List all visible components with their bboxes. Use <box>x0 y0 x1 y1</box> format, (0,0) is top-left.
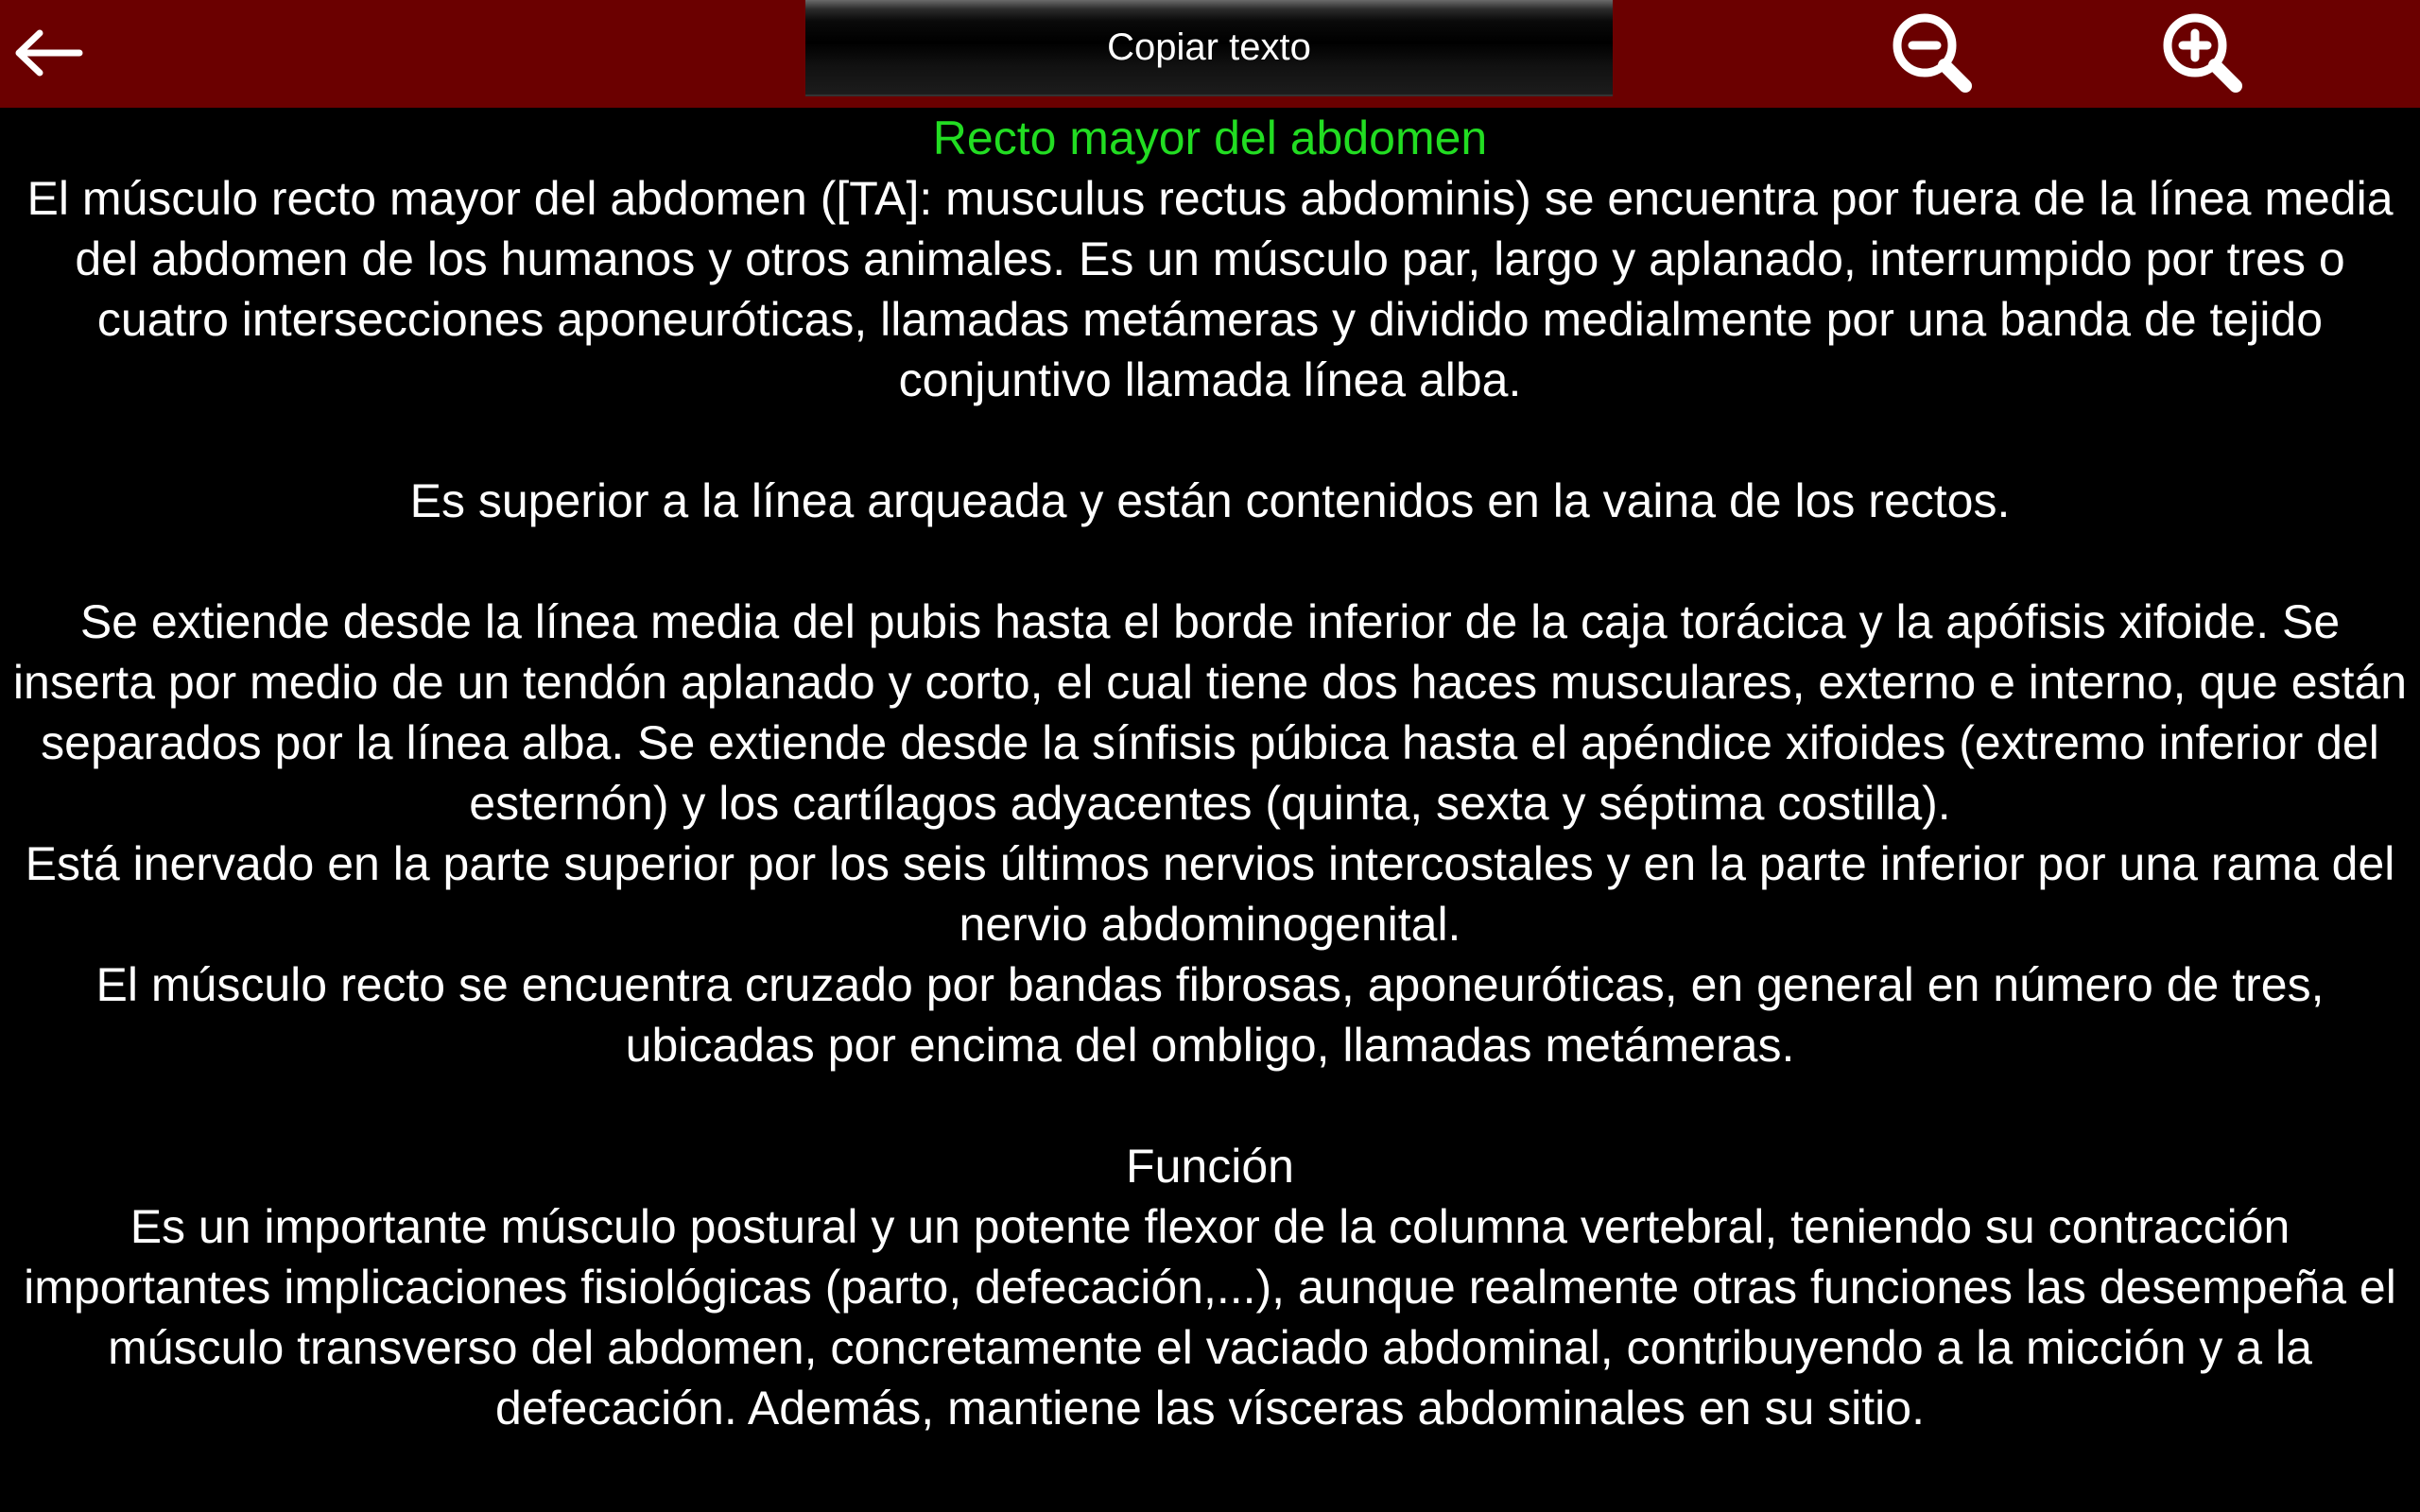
zoom-out-button[interactable] <box>1887 8 1978 98</box>
copy-text-label: Copiar texto <box>1107 26 1311 68</box>
zoom-in-button[interactable] <box>2157 8 2248 98</box>
top-toolbar <box>0 0 2420 108</box>
arrow-left-icon <box>15 29 83 77</box>
article-paragraph-innervation: Está inervado en la parte superior por los seis últimos nervios intercostales y en la parte inferior por una rama del nervio abdominogenital. <box>25 837 2395 951</box>
article-title: Recto mayor del abdomen <box>932 112 1488 164</box>
back-button[interactable] <box>11 17 87 89</box>
article-body <box>0 108 2420 1512</box>
zoom-in-icon <box>2160 10 2245 95</box>
paragraph-gap <box>11 410 2409 471</box>
zoom-out-icon <box>1890 10 1975 95</box>
article-paragraph-intro: El músculo recto mayor del abdomen ([TA]: musculus rectus abdominis) se encuentra por fuera de la línea media del abdomen de los humanos y otros animales. Es un músculo par, largo y aplanado, interrumpido por tres o cuatro intersecciones aponeuróticas, llamadas metámeras y dividido medialmente por una banda de tejido conjuntivo llamada línea alba. <box>26 172 2394 406</box>
section-heading-function: Función <box>1126 1140 1294 1193</box>
paragraph-gap <box>11 531 2409 592</box>
article-paragraph-insertion: Se extiende desde la línea media del pubis hasta el borde inferior de la caja torácica y la apófisis xifoide. Se inserta por medio de un tendón aplanado y corto, el cual tiene dos haces musculares, externo e interno, que están separados por la línea alba. Se extiende desde la sínfisis púbica hasta el apéndice xifoides (extremo inferior del esternón) y los cartílagos adyacentes (quinta, sexta y séptima costilla). <box>12 595 2408 830</box>
article-paragraph-function: Es un importante músculo postural y un potente flexor de la columna vertebral, teniendo su contracción importantes implicaciones fisiológicas (parto, defecación,...), aunque realmente otras funciones las desempeña el músculo transverso del abdomen, concretamente el vaciado abdominal, contribuyendo a la micción y a la defecación. Además, mantiene las vísceras abdominales en su sitio. <box>24 1200 2396 1435</box>
article-paragraph-metameres: El músculo recto se encuentra cruzado por bandas fibrosas, aponeuróticas, en general en número de tres, ubicadas por encima del ombligo, llamadas metámeras. <box>95 958 2325 1072</box>
copy-text-button[interactable] <box>805 0 1613 96</box>
article-paragraph-position: Es superior a la línea arqueada y están contenidos en la vaina de los rectos. <box>409 474 2011 527</box>
paragraph-gap <box>11 1075 2409 1136</box>
